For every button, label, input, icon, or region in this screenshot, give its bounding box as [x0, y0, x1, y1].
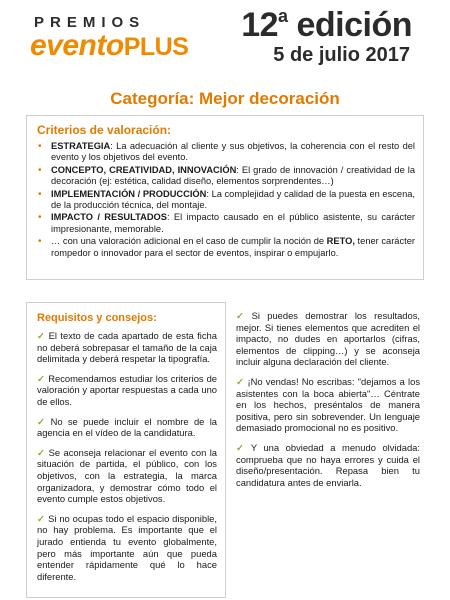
requirements-box — [26, 302, 226, 598]
criteria-text: : El grado de innovación / creatividad de la decoración (ej: estética, calidad diseño, elementos sorprendentes…) — [51, 164, 415, 187]
criteria-item — [37, 141, 415, 164]
tip-text: El texto de cada apartado de esta ficha no deberá sobrepasar el tamaño de la caja delimitada y deberá respetar la tipografía. — [37, 330, 217, 365]
header — [0, 0, 450, 80]
criteria-label: RETO, — [326, 236, 355, 247]
edition-label — [241, 5, 412, 44]
check-icon: ✓ — [37, 446, 46, 458]
tip-item — [37, 330, 217, 365]
bullet-icon: • — [38, 164, 42, 176]
tip-item — [37, 416, 217, 439]
check-icon: ✓ — [236, 441, 248, 453]
check-icon: ✓ — [37, 330, 46, 341]
criteria-item — [37, 189, 415, 212]
event-date: 5 de julio 2017 — [273, 44, 410, 66]
logo-plus: PLUS — [123, 33, 189, 61]
criteria-item — [37, 212, 415, 235]
bullet-icon: • — [38, 188, 42, 200]
bullet-icon: • — [38, 141, 42, 152]
criteria-heading: Criterios de valoración: — [37, 123, 172, 137]
tip-text: Si no ocupas todo el espacio disponible, no hay problema. Es importante que el jurado entienda tu evento globalmente, pero más importante aún que pueda entender rápidamente qué lo hace diferente. — [37, 512, 217, 582]
tip-item — [37, 513, 217, 583]
check-icon: ✓ — [37, 512, 46, 524]
criteria-item — [37, 236, 415, 259]
tip-item — [236, 310, 420, 368]
criteria-list — [37, 141, 415, 259]
page-title: Categoría: Mejor decoración — [110, 89, 340, 108]
tip-item — [37, 373, 217, 408]
criteria-label: ESTRATEGIA — [51, 141, 111, 151]
criteria-text: … con una valoración adicional en el caso de cumplir la noción de — [51, 236, 327, 247]
criteria-text: tener carácter rompedor o innovador para el sector de eventos, inspirar o empujarlo. — [51, 236, 415, 258]
tip-item — [236, 376, 420, 434]
premios-label: PREMIOS — [34, 14, 146, 31]
edition-number: 12 — [241, 6, 279, 44]
check-icon: ✓ — [236, 375, 245, 387]
tip-text: Y una obviedad a menudo olvidada: comprueba que no haya errores y cuida el diseño/presentación. Repasa bien tu candidatura antes de enviarla. — [236, 441, 420, 488]
criteria-text: : La complejidad y calidad de la puesta en escena, de la producción técnica, del montaje. — [51, 188, 415, 211]
criteria-label: IMPACTO / RESULTADOS — [51, 212, 167, 223]
criteria-box — [26, 115, 424, 280]
tip-text: Si puedes demostrar los resultados, mejor. Si tienes elementos que acrediten el impacto, no dudes en aportarlos (cifras, elementos de clipping…) y se aconseja incluir alguna declaración del cliente. — [236, 310, 420, 368]
requirements-heading: Requisitos y consejos: — [37, 312, 157, 324]
tip-text: No se puede incluir el nombre de la agencia en el vídeo de la candidatura. — [37, 415, 217, 439]
criteria-label: CONCEPTO, CREATIVIDAD, INNOVACIÓN — [51, 164, 237, 175]
eventoplus-logo — [30, 31, 188, 61]
tip-item — [236, 442, 420, 488]
bullet-icon: • — [38, 212, 42, 224]
criteria-text: : El impacto causado en el público asistente, su carácter impresionante, memorable. — [51, 212, 415, 234]
edition-suffix: a — [278, 5, 288, 26]
criteria-item — [37, 165, 415, 188]
check-icon: ✓ — [236, 310, 249, 321]
check-icon: ✓ — [37, 372, 46, 384]
logo-evento: evento — [30, 29, 124, 62]
tip-item — [37, 447, 217, 505]
bullet-icon: • — [38, 236, 42, 248]
edition-word: edición — [287, 6, 412, 44]
tip-text: Recomendamos estudiar los criterios de valoración y aportar respuestas a cada uno de ellos. — [37, 372, 217, 407]
tip-text: ¡No vendas! No escribas: "dejamos a los asistentes con la boca abierta"… Céntrate en los hechos, preséntalos de manera positiva, pero sin sobrevender. Un lenguaje demasiado promocional no es positivo. — [236, 375, 421, 434]
criteria-label: IMPLEMENTACIÓN / PRODUCCIÓN — [51, 188, 207, 199]
criteria-text: : La adecuación al cliente y sus objetivos, la coherencia con el resto del evento y los objetivos del evento. — [51, 141, 415, 163]
requirements-right-column — [232, 302, 424, 598]
tip-text: Se aconseja relacionar el evento con la situación de partida, el público, con los objetivos, con la estrategia, la marca organizadora, y demostrar cómo todo el evento cumple estos objetivos. — [37, 446, 217, 505]
check-icon: ✓ — [37, 415, 48, 427]
